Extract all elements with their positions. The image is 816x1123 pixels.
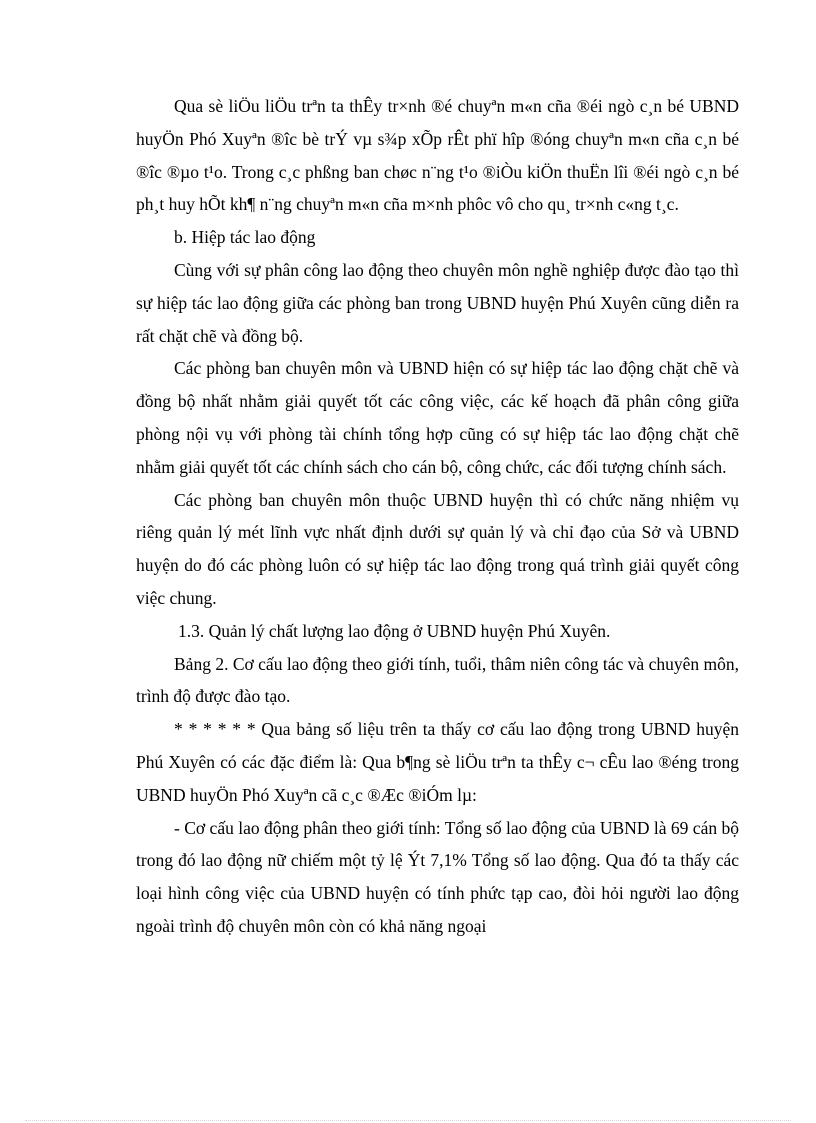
paragraph-qualification: Qua sè liÖu liÖu trªn ta thÊy tr×nh ®é chuyªn m«n cña ®éi ngò c¸n bé UBND huyÖn Phó Xuyªn ®îc bè trÝ vµ s¾p xÕp rÊt phï hîp ®óng chuyªn m«n cña c¸n bé ®îc ®µo t¹o. Trong c¸c phßng ban chøc n¨ng t¹o ®iÒu kiÖn thuËn lîi ®éi ngò c¸n bé ph¸t huy hÕt kh¶ n¨ng chuyªn m«n cña m×nh phôc vô cho qu¸ tr×nh c«ng t¸c.	[136, 96, 739, 215]
section-heading-labor-cooperation: b. Hiệp tác lao động	[174, 227, 316, 248]
section-heading-quality-management: 1.3. Quản lý chất lượng lao động ở UBND huyện Phú Xuyên.	[178, 620, 611, 641]
paragraph-table-observation: * * * * * * Qua bảng số liệu trên ta thấy cơ cấu lao động trong UBND huyện Phú Xuyên có các đặc điểm là: Qua b¶ng sè liÖu trªn ta thÊy c¬ cÊu lao ®éng trong UBND huyÖn Phó Xuyªn cã c¸c ®Æc ®iÓm lµ:	[136, 719, 739, 805]
paragraph-cooperation-intro: Cùng với sự phân công lao động theo chuyên môn nghề nghiệp được đào tạo thì sự hiệp tác lao động giữa các phòng ban trong UBND huyện Phú Xuyên cũng diễn ra rất chặt chẽ và đồng bộ.	[136, 259, 739, 346]
page-bottom-divider	[25, 1120, 791, 1121]
paragraph-gender-structure: - Cơ cấu lao động phân theo giới tính: Tổng số lao động của UBND là 69 cán bộ trong đó lao động nữ chiếm một tỷ lệ Ýt 7,1% Tổng số lao động. Qua đó ta thấy các loại hình công việc của UBND huyện có tính phức tạp cao, đòi hỏi người lao động ngoài trình độ chuyên môn còn có khả năng ngoại	[136, 817, 739, 936]
paragraph-departments-cooperation: Các phòng ban chuyên môn và UBND hiện có sự hiệp tác lao động chặt chẽ và đồng bộ nhất nhằm giải quyết tốt các công việc, các kế hoạch đã phân công giữa phòng nội vụ với phòng tài chính tổng hợp cũng có sự hiệp tác lao động chặt chẽ nhằm giải quyết tốt các chính sách cho cán bộ, công chức, các đối tượng chính sách.	[136, 358, 739, 477]
document-body	[136, 90, 739, 943]
table-caption: Bảng 2. Cơ cấu lao động theo giới tính, tuổi, thâm niên công tác và chuyên môn, trình độ được đào tạo.	[136, 653, 739, 707]
paragraph-department-functions: Các phòng ban chuyên môn thuộc UBND huyện thì có chức năng nhiệm vụ riêng quản lý mét lĩnh vực nhất định dưới sự quản lý và chỉ đạo của Sở và UBND huyện do đó các phòng luôn có sự hiệp tác lao động trong quá trình giải quyết công việc chung.	[136, 489, 739, 608]
